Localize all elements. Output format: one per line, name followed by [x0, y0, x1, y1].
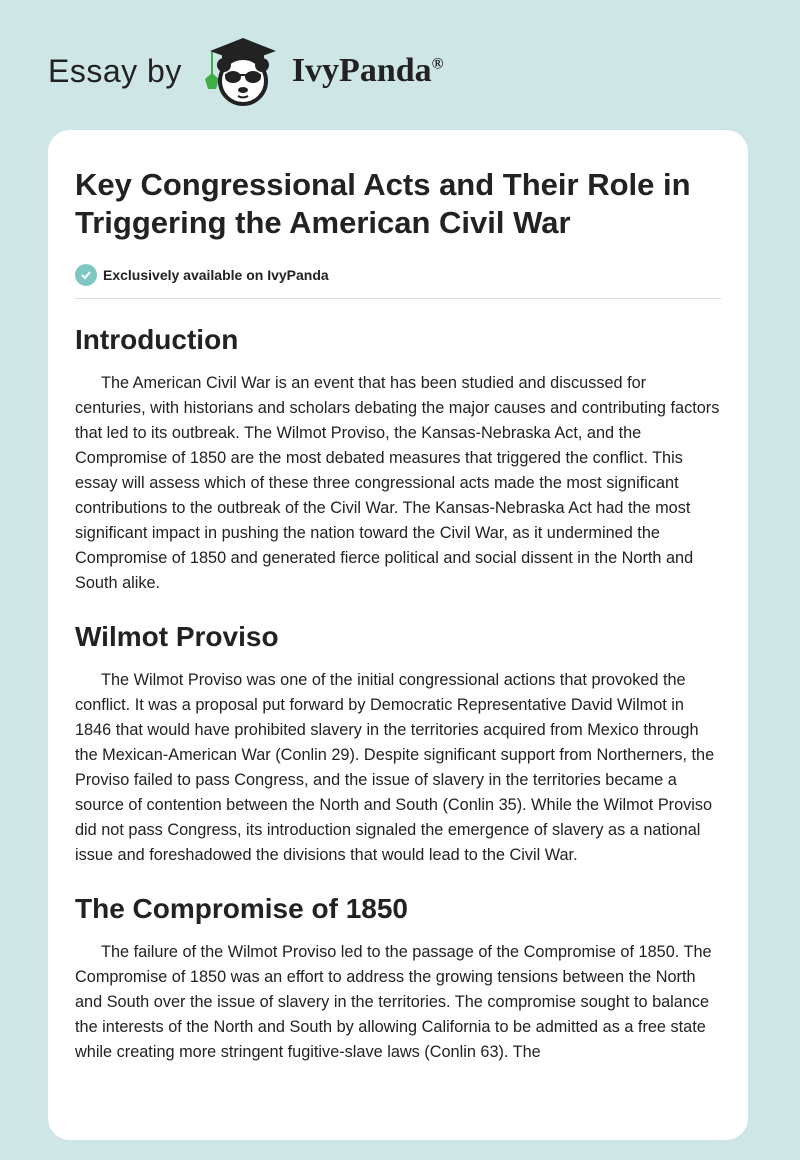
essay-card: [48, 130, 748, 1140]
section-paragraph: The Wilmot Proviso was one of the initial congressional actions that provoked the conflict. It was a proposal put forward by Democratic Representative David Wilmot in 1846 that would have prohibited slavery in the territories acquired from Mexico through the Mexican-American War (Conlin 29). Despite significant support from Northerners, the Proviso failed to pass Congress, and the issue of slavery in the territories became a source of contention between the North and South (Conlin 35). While the Wilmot Proviso did not pass Congress, its introduction signaled the emergence of slavery as a national issue and foreshadowed the divisions that would lead to the Civil War.: [75, 671, 715, 864]
ivypanda-logo-icon[interactable]: [200, 35, 286, 107]
exclusive-badge: Exclusively available on IvyPanda: [75, 264, 721, 286]
essay-title: Key Congressional Acts and Their Role in Triggering the American Civil War: [75, 167, 691, 240]
section-heading: Introduction: [75, 324, 239, 355]
section-paragraph: The failure of the Wilmot Proviso led to the passage of the Compromise of 1850. The Compromise of 1850 was an effort to address the growing tensions between the North and South over the issue of slavery in the territories. The compromise sought to balance the interests of the North and South by allowing California to be admitted as a free state while creating more stringent fugitive-slave laws (Conlin 63). The: [75, 943, 712, 1061]
brand-name[interactable]: IvyPanda®: [291, 52, 444, 89]
check-icon: [75, 264, 97, 286]
divider: [75, 298, 721, 299]
section-paragraph: The American Civil War is an event that has been studied and discussed for centuries, with historians and scholars debating the major causes and contributing factors that led to its outbreak. The Wilmot Proviso, the Kansas-Nebraska Act, and the Compromise of 1850 are the most debated measures that triggered the conflict. This essay will assess which of these three congressional acts made the most significant contributions to the outbreak of the Civil War. The Kansas-Nebraska Act had the most significant impact in pushing the nation toward the Civil War, as it undermined the Compromise of 1850 and generated fierce political and social dissent in the North and South alike.: [75, 374, 720, 592]
section-heading: The Compromise of 1850: [75, 893, 408, 924]
site-header: [48, 36, 444, 106]
section-heading: Wilmot Proviso: [75, 621, 279, 652]
essay-by-label: Essay by: [48, 52, 182, 89]
